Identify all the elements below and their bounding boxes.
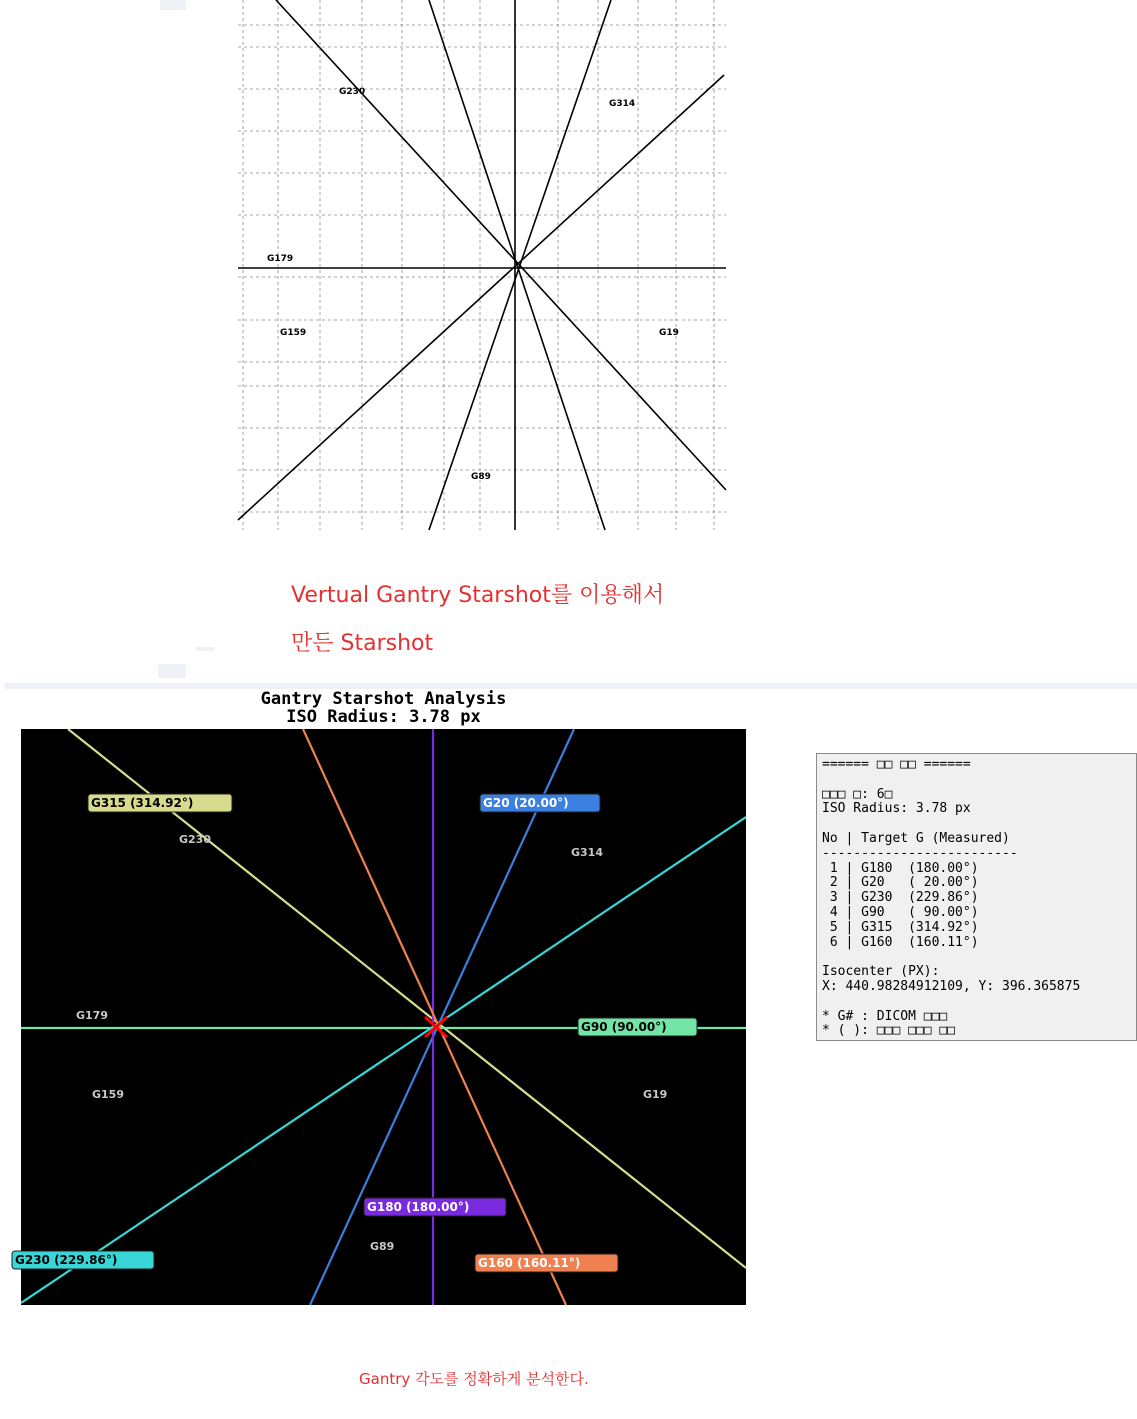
- results-count: □□□ □: 6□: [822, 786, 893, 802]
- results-row: 6 | G160 (160.11°): [822, 934, 979, 950]
- plot-background: [21, 729, 746, 1305]
- results-isocenter-label: Isocenter (PX):: [822, 964, 940, 980]
- results-row: 3 | G230 (229.86°): [822, 890, 979, 906]
- dicom-label-g19: G19: [643, 1088, 668, 1101]
- section-divider: [5, 683, 1137, 689]
- caption-line-1: Vertual Gantry Starshot를 이용해서: [291, 583, 665, 608]
- grid: [238, 0, 726, 530]
- dicom-label-g159: G159: [92, 1088, 124, 1101]
- results-row: 2 | G20 ( 20.00°): [822, 875, 979, 891]
- film-labels: [267, 87, 679, 482]
- beam-label-g20-text: G20 (20.00°): [483, 796, 569, 810]
- beam-label-g160-text: G160 (160.11°): [478, 1256, 581, 1270]
- beam-label-g160: [475, 1254, 618, 1272]
- beam-lines: [238, 0, 726, 530]
- results-panel: [816, 753, 1137, 1041]
- film-label-g230: G230: [339, 87, 366, 97]
- beam-label-g315-text: G315 (314.92°): [91, 796, 194, 810]
- left-smudge: [158, 664, 186, 678]
- results-note-1: * G# : DICOM □□□: [822, 1008, 948, 1024]
- dicom-label-g179: G179: [76, 1009, 108, 1022]
- results-isocenter-value: X: 440.98284912109, Y: 396.365875: [822, 978, 1081, 994]
- analysis-title: Gantry Starshot Analysis: [260, 689, 507, 709]
- results-header: ====== □□ □□ ======: [822, 757, 971, 772]
- beam-label-g20: [480, 794, 600, 812]
- film-label-g314: G314: [609, 99, 636, 109]
- virtual-starshot-image: [0, 0, 1137, 540]
- caption-smudge: [196, 647, 214, 651]
- results-iso-radius: ISO Radius: 3.78 px: [822, 801, 971, 817]
- dicom-label-g230: G230: [179, 833, 211, 846]
- results-column-header: No | Target G (Measured): [822, 830, 1010, 846]
- results-note-2: * ( ): □□□ □□□ □□: [822, 1023, 956, 1039]
- beam-label-g90: [578, 1018, 697, 1036]
- beam-label-g315: [88, 794, 232, 812]
- film-label-g89: G89: [471, 472, 491, 482]
- results-row: 5 | G315 (314.92°): [822, 919, 979, 935]
- dicom-label-g314: G314: [571, 846, 603, 859]
- beam-label-g230: [12, 1251, 154, 1269]
- results-row: 1 | G180 (180.00°): [822, 860, 979, 876]
- beam-label-g90-text: G90 (90.00°): [581, 1020, 667, 1034]
- film-label-g19: G19: [659, 328, 679, 338]
- beam-label-g180-text: G180 (180.00°): [367, 1200, 470, 1214]
- dicom-label-g89: G89: [370, 1240, 395, 1253]
- analysis-plot: [0, 729, 750, 1309]
- bottom-caption: Gantry 각도를 정확하게 분석한다.: [359, 1370, 589, 1388]
- film-label-g159: G159: [280, 328, 307, 338]
- analysis-subtitle: ISO Radius: 3.78 px: [286, 707, 481, 727]
- results-row: 4 | G90 ( 90.00°): [822, 904, 979, 920]
- caption-line-2: 만든 Starshot: [291, 631, 434, 656]
- film-label-g179: G179: [267, 254, 294, 264]
- beam-label-g230-text: G230 (229.86°): [15, 1253, 118, 1267]
- results-separator: -------------------------: [822, 845, 1018, 861]
- beam-label-g180: [364, 1198, 506, 1216]
